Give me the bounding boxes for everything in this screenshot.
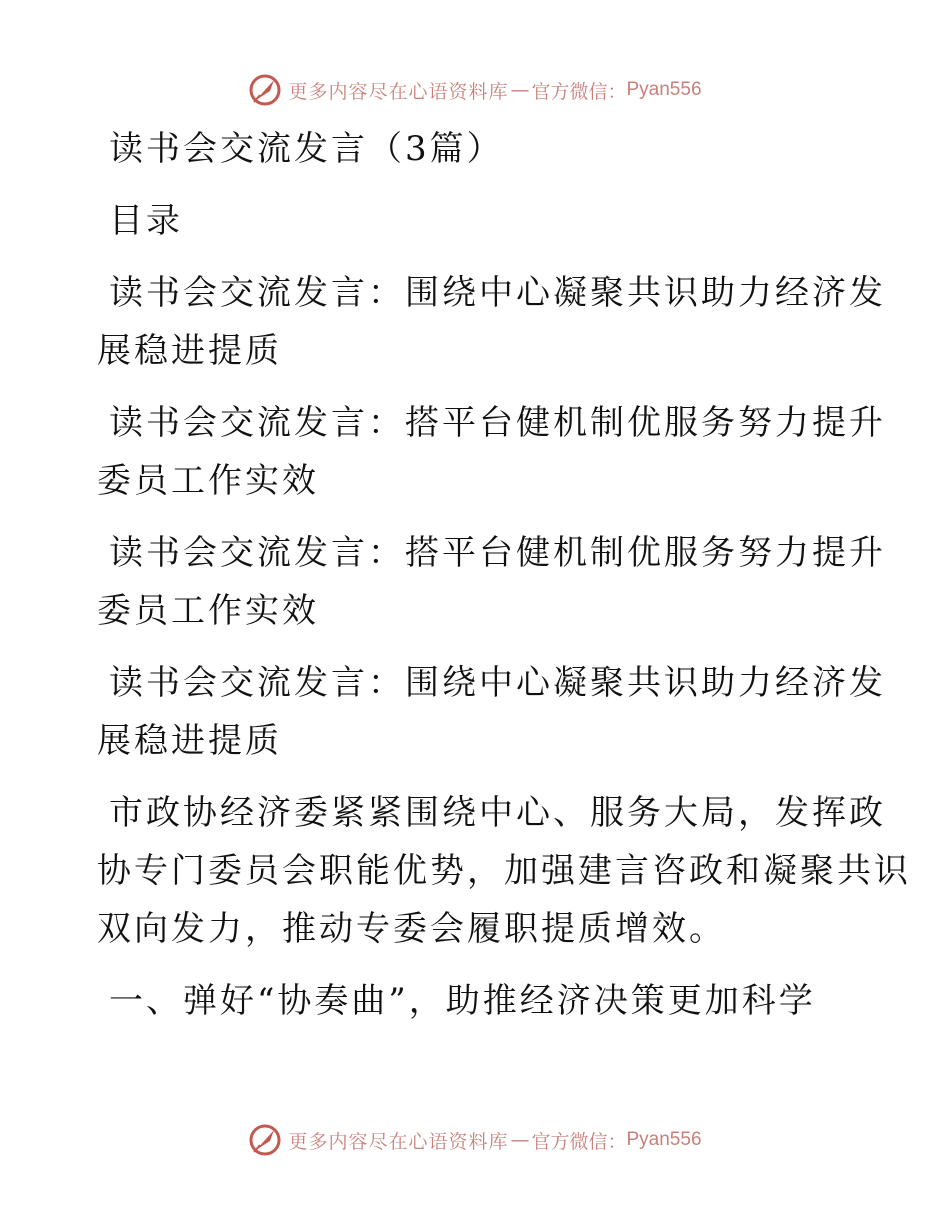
toc-entry-line: 读书会交流发言：搭平台健机制优服务努力提升 [109,403,886,443]
quill-logo-icon [248,73,282,107]
toc-entry-line: 读书会交流发言：搭平台健机制优服务努力提升 [109,533,886,573]
watermark-dash: — [510,1129,530,1151]
watermark-wechat-label: 官方微信： [531,1130,627,1153]
intro-line: 双向发力，推动专委会履职提质增效。 [97,909,726,949]
section-heading: 一、弹好“协奏曲”，助推经济决策更加科学 [109,981,816,1021]
footer-watermark [0,1120,950,1160]
intro-line: 市政协经济委紧紧围绕中心、服务大局，发挥政 [109,793,886,833]
toc-entry-2 [97,394,886,510]
intro-line: 协专门委员会职能优势，加强建言咨政和凝聚共识 [97,851,911,891]
watermark-brand: 更多内容尽在心语资料库 [288,80,509,103]
header-watermark [0,70,950,110]
toc-entry-line: 读书会交流发言：围绕中心凝聚共识助力经济发 [109,273,886,313]
watermark-dash: — [510,79,530,101]
toc-heading: 目录 [109,201,183,241]
document-body [97,120,911,1030]
watermark-wechat-id: Pyan556 [626,1129,702,1150]
quill-logo-icon [248,1123,282,1157]
toc-entry-line: 展稳进提质 [97,721,282,761]
toc-entry-line: 委员工作实效 [97,591,319,631]
toc-entry-4 [97,654,886,770]
toc-entry-1 [97,264,886,380]
toc-entry-line: 展稳进提质 [97,331,282,371]
toc-entry-3 [97,524,886,640]
watermark-brand: 更多内容尽在心语资料库 [288,1130,509,1153]
toc-entry-line: 委员工作实效 [97,461,319,501]
watermark-wechat-label: 官方微信： [531,80,627,103]
intro-paragraph [97,784,911,958]
toc-entry-line: 读书会交流发言：围绕中心凝聚共识助力经济发 [109,663,886,703]
watermark-wechat-id: Pyan556 [626,79,702,100]
document-title: 读书会交流发言（3篇） [109,129,504,169]
